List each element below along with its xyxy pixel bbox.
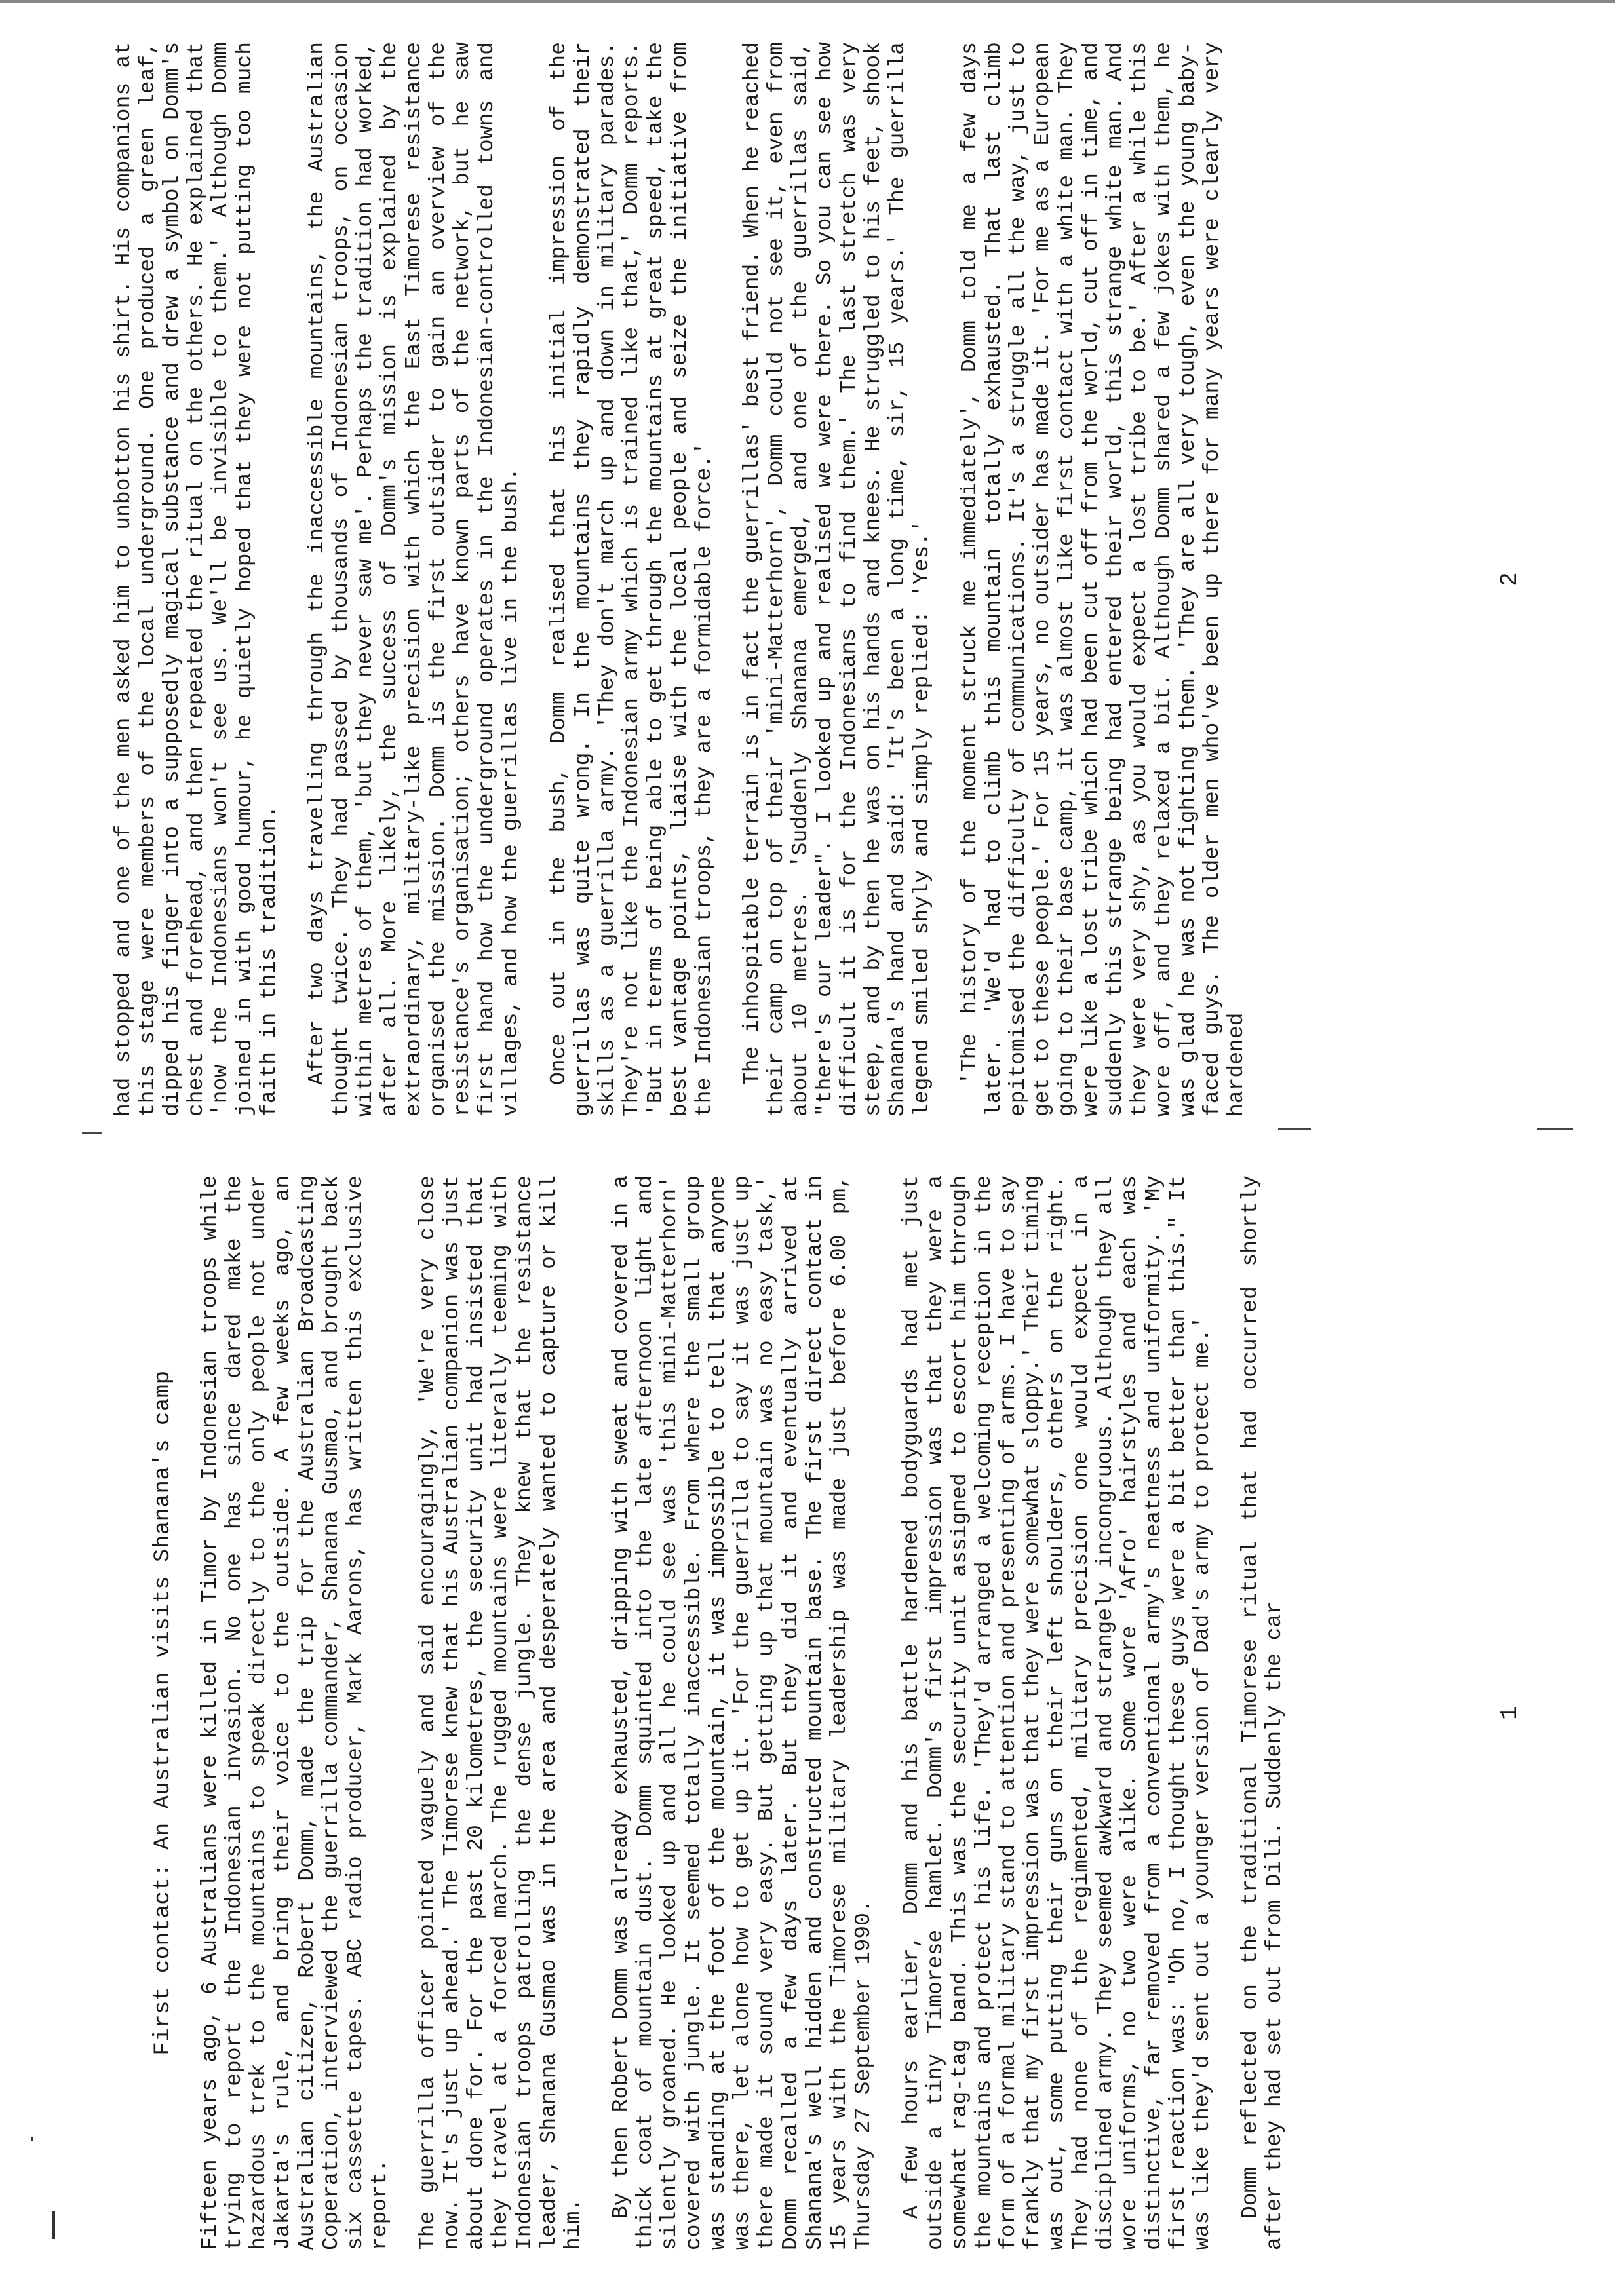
body-paragraph: After two days travelling through the inaccessible mountains, the Australian thought twice. They had passed by thousands of Indonesian troops, on occasion within metres of them, 'but they never saw me'. Perhaps the tradition had worked, after all. More likely, the success of Domm's mission is explained by the extraordinary, military-like precision with which the East Timorese resistance organised the mission. Domm is the first outsider to gain an overview of the resistance's organisation; others have known parts of the network, but he saw first hand how the underground operates in the Indonesian-controlled towns and villages, and how the guerrillas live in the bush. <box>305 42 523 1117</box>
body-paragraph: Once out in the bush, Domm realised that his initial impression of the guerrillas was quite wrong. In the mountains they rapidly demonstrated their skills as a guerrilla army. 'They don't march up and down in military parades. They're not like the Indonesian army which is trained like that,' Domm reports. 'But in terms of being able to get through the mountains at great speed, take the best vantage points, liaise with the local people and seize the initiative from the Indonesian troops, they are a formidable force.' <box>547 42 716 1117</box>
body-paragraph: Domm reflected on the traditional Timorese ritual that had occurred shortly after they had set out from Dili. Suddenly the car <box>1238 1176 1287 2250</box>
page-1 <box>0 1176 1615 2250</box>
page-2 <box>0 42 1615 1117</box>
body-paragraph: 'The history of the moment struck me immediately', Domm told me a few days later. 'We'd had to climb this mountain totally exhausted. That last climb epitomised the difficulty of communications. It's a struggle all the way, just to get to these people.' For 15 years, no outsider has made it. 'For me as a European going to their base camp, it was almost like first contact with a white man. They were like a lost tribe which had been cut off from the world, cut off in time, and suddenly this strange being had entered their world, this strange white man. And they were very shy, as you would expect a lost tribe to be.' After a while this wore off, and they relaxed a bit. Although Domm shared a few jokes with them, he was glad he was not fighting them. 'They are all very tough, even the young baby-faced guys. The older men who've been up there for many years were clearly very hardened <box>958 42 1249 1117</box>
body-paragraph: The inhospitable terrain is in fact the guerrillas' best friend. When he reached their camp on top of their 'mini-Matterhorn', Domm could not see it, even from about 10 metres. 'Suddenly Shanana emerged, and one of the guerrillas said, "there's our leader". I looked up and realised we were there. So you can see how difficult it is for the Indonesians to find them.' The last stretch was very steep, and by then he was on his hands and knees. He struggled to his feet, shook Shanana's hand and said: 'It's been a long time, sir, 15 years.' The guerrilla legend smiled shyly and simply replied: 'Yes.' <box>740 42 934 1117</box>
body-paragraph: A few hours earlier, Domm and his battle hardened bodyguards had met just outside a tiny Timorese hamlet. Domm's first impression was that they were a somewhat rag-tag band. This was the security unit assigned to escort him through the mountains and protect his life. 'They'd arranged a welcoming reception in the form of a formal military stand to attention and presenting of arms. I have to say frankly that my first impression was that they were somewhat sloppy.' Their timing was out, some putting their guns on their left shoulders, others on the right. They had none of the regimented, military precision one would expect in a disciplined army. They seemed awkward and strangely incongruous. Although they all wore uniforms, no two were alike. Some wore 'Afro' hairstyles and each was distinctive, far removed from a conventional army's neatness and uniformity. 'My first reaction was: "Oh no, I thought these guys were a bit better than this." It was like they'd sent out a younger version of Dad's army to protect me.' <box>899 1176 1215 2250</box>
intro-paragraph: Fifteen years ago, 6 Australians were killed in Timor by Indonesian troops while trying to report the Indonesian invasion. No one has since dared make the hazardous trek to the mountains to speak directly to the only people not under Jakarta's rule, and bring their voice to the outside. A few weeks ago, an Australian citizen, Robert Domm, made the trip for the Australian Broadcasting Coperation, interviewed the guerrilla commander, Shanana Gusmao, and brought back six cassette tapes. ABC radio producer, Mark Aarons, has written this exclusive report. <box>198 1176 392 2250</box>
body-paragraph: had stopped and one of the men asked him to unbotton his shirt. His companions at this stage were members of the local underground. One produced a green leaf, dipped his finger into a supposedly magical substance and drew a symbol on Domm's chest and forehead, and then repeated the ritual on the others. He explained that 'now the Indonesians won't see us. We'll be invisible to them.' Although Domm joined in with good humour, he quietly hoped that they were not putting too much faith in this tradition. <box>111 42 281 1117</box>
article-title: First contact: An Australian visits Shanana's camp <box>151 1370 176 2056</box>
page-number: 1 <box>1496 1706 1523 1720</box>
body-paragraph: The guerrilla officer pointed vaguely and said encouragingly, 'We're very close now. It's just up ahead.' The Timorese knew that his Australian companion was just about done for. For the past 20 kilometres, the security unit had insisted that they travel at a forced march. The rugged mountains were literally teeming with Indonesian troops patrolling the dense jungle. They knew that the resistance leader, Shanana Gusmao was in the area and desperately wanted to capture or kill him. <box>416 1176 585 2250</box>
page-number: 2 <box>1496 572 1523 586</box>
body-paragraph: By then Robert Domm was already exhausted, dripping with sweat and covered in a thick coat of mountain dust. Domm squinted into the late afternoon light and silently groaned. He looked up and all he could see was 'this mini-Matterhorn' covered with jungle. It seemed totally inaccessible. From where the small group was standing at the foot of the mountain, it was impossible to tell that anyone was there, let alone how to get up it. 'For the guerrilla to say it was just up there made it sound very easy. But getting up that mountain was no easy task,' Domm recalled a few days later. But they did it and eventually arrived at Shanana's well hidden and constructed mountain base. The first direct contact in 15 years with the Timorese military leadership was made just before 6.00 pm, Thursday 27 September 1990. <box>609 1176 876 2250</box>
